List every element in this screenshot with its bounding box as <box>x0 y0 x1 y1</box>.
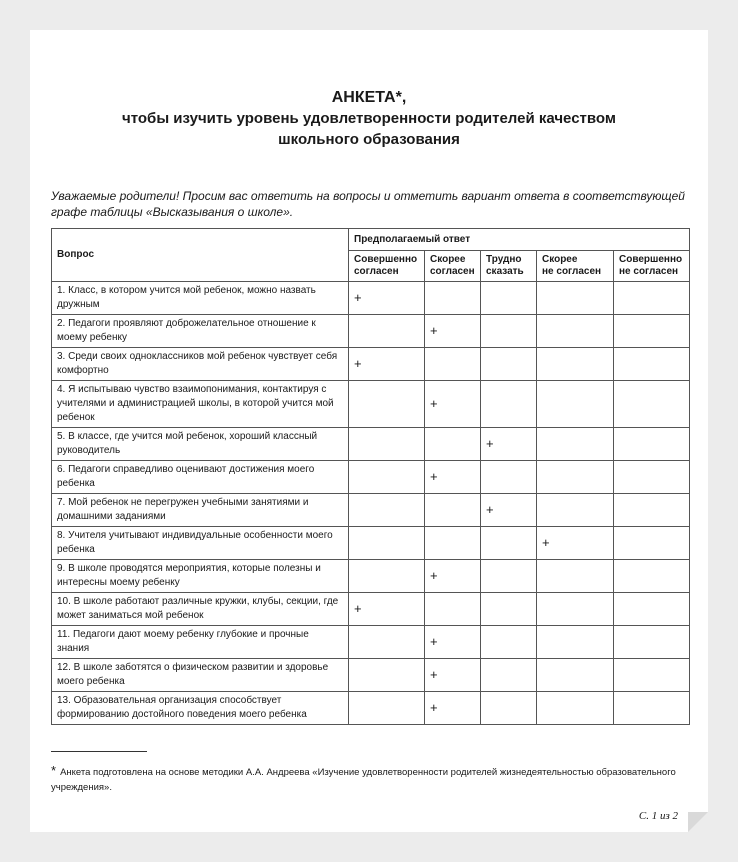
answer-column-header <box>349 251 425 282</box>
answer-cell[interactable] <box>614 692 690 725</box>
answer-mark: + <box>486 436 494 451</box>
question-text: 3. Среди своих одноклассников мой ребенок чувствует себя комфортно <box>52 348 349 381</box>
answer-cell[interactable] <box>614 282 690 315</box>
answer-column-header-line: не согласен <box>542 266 602 277</box>
answer-cell[interactable] <box>537 348 614 381</box>
answer-mark: + <box>354 290 362 305</box>
table-row <box>52 560 690 593</box>
answer-cell[interactable] <box>481 593 537 626</box>
answer-cell[interactable] <box>425 461 481 494</box>
answer-cell[interactable] <box>349 659 425 692</box>
answer-cell[interactable] <box>425 348 481 381</box>
answer-column-header <box>425 251 481 282</box>
answer-column-header <box>537 251 614 282</box>
table-row <box>52 626 690 659</box>
answer-column-header-line: сказать <box>486 266 524 277</box>
answer-cell[interactable] <box>481 428 537 461</box>
answer-cell[interactable] <box>425 527 481 560</box>
answer-cell[interactable] <box>614 348 690 381</box>
answer-mark: + <box>354 601 362 616</box>
answer-cell[interactable] <box>425 381 481 428</box>
answer-cell[interactable] <box>425 282 481 315</box>
answer-mark: + <box>486 502 494 517</box>
answer-cell[interactable] <box>614 593 690 626</box>
answer-mark: + <box>430 634 438 649</box>
table-row <box>52 282 690 315</box>
question-text: 6. Педагоги справедливо оценивают достижения моего ребенка <box>52 461 349 494</box>
document-page <box>30 30 708 832</box>
question-text: 12. В школе заботятся о физическом развитии и здоровье моего ребенка <box>52 659 349 692</box>
question-column-header: Вопрос <box>52 229 349 282</box>
answer-cell[interactable] <box>349 494 425 527</box>
answer-column-header-line: Совершенно <box>354 254 418 265</box>
table-row <box>52 527 690 560</box>
answer-mark: + <box>430 396 438 411</box>
answer-cell[interactable] <box>349 428 425 461</box>
answer-cell[interactable] <box>537 659 614 692</box>
answer-cell[interactable] <box>614 315 690 348</box>
question-text: 2. Педагоги проявляют доброжелательное отношение к моему ребенку <box>52 315 349 348</box>
answer-cell[interactable] <box>481 527 537 560</box>
table-row <box>52 381 690 428</box>
answer-cell[interactable] <box>425 692 481 725</box>
question-text: 5. В классе, где учится мой ребенок, хороший классный руководитель <box>52 428 349 461</box>
answer-cell[interactable] <box>614 560 690 593</box>
answer-cell[interactable] <box>425 626 481 659</box>
answer-mark: + <box>542 535 550 550</box>
answer-column-header-line: не согласен <box>619 266 679 277</box>
document-title <box>30 87 708 150</box>
answer-mark: + <box>430 469 438 484</box>
question-text: 7. Мой ребенок не перегружен учебными занятиями и домашними заданиями <box>52 494 349 527</box>
footnote-text: Анкета подготовлена на основе методики А.А. Андреева «Изучение удовлетворенности родителей жизнедеятельностью образовательного учреждения». <box>51 767 676 793</box>
answer-column-header-line: Совершенно <box>619 254 683 265</box>
table-row <box>52 692 690 725</box>
table-row <box>52 348 690 381</box>
answer-cell[interactable] <box>481 626 537 659</box>
answer-cell[interactable] <box>481 494 537 527</box>
answer-cell[interactable] <box>481 282 537 315</box>
answer-cell[interactable] <box>537 282 614 315</box>
answer-cell[interactable] <box>537 626 614 659</box>
answer-cell[interactable] <box>349 461 425 494</box>
question-text: 13. Образовательная организация способствует формированию достойного поведения моего ребенка <box>52 692 349 725</box>
answer-cell[interactable] <box>537 527 614 560</box>
answer-cell[interactable] <box>614 659 690 692</box>
title-line-2: чтобы изучить уровень удовлетворенности родителей качеством <box>122 110 616 127</box>
table-row <box>52 461 690 494</box>
answer-cell[interactable] <box>425 494 481 527</box>
answer-cell[interactable] <box>537 381 614 428</box>
answer-mark: + <box>430 700 438 715</box>
answer-cell[interactable] <box>481 659 537 692</box>
answer-cell[interactable] <box>425 428 481 461</box>
answer-cell[interactable] <box>481 461 537 494</box>
answer-cell[interactable] <box>614 626 690 659</box>
answer-column-header <box>614 251 690 282</box>
answer-column-header-line: Скорее <box>542 254 578 265</box>
answer-mark: + <box>430 667 438 682</box>
answer-cell[interactable] <box>537 315 614 348</box>
question-text: 1. Класс, в котором учится мой ребенок, можно назвать дружным <box>52 282 349 315</box>
answer-mark: + <box>430 323 438 338</box>
answer-column-header-line: Трудно <box>486 254 522 265</box>
survey-table <box>51 228 690 725</box>
table-row <box>52 494 690 527</box>
question-text: 4. Я испытываю чувство взаимопонимания, контактируя с учителями и администрацией школы, в которой учится мой ребенок <box>52 381 349 428</box>
answer-cell[interactable] <box>349 315 425 348</box>
page-curl-corner <box>688 812 708 832</box>
question-text: 11. Педагоги дают моему ребенку глубокие и прочные знания <box>52 626 349 659</box>
answer-cell[interactable] <box>349 692 425 725</box>
answer-cell[interactable] <box>349 381 425 428</box>
question-text: 9. В школе проводятся мероприятия, которые полезны и интересны моему ребенку <box>52 560 349 593</box>
answer-cell[interactable] <box>481 315 537 348</box>
title-line-3: школьного образования <box>278 131 460 148</box>
answer-cell[interactable] <box>481 560 537 593</box>
answer-cell[interactable] <box>349 282 425 315</box>
answer-cell[interactable] <box>349 560 425 593</box>
table-row <box>52 659 690 692</box>
answer-cell[interactable] <box>349 593 425 626</box>
answer-cell[interactable] <box>614 461 690 494</box>
answer-cell[interactable] <box>349 348 425 381</box>
answer-cell[interactable] <box>537 428 614 461</box>
answer-cell[interactable] <box>614 527 690 560</box>
answer-mark: + <box>354 356 362 371</box>
answer-cell[interactable] <box>481 692 537 725</box>
footnote <box>51 763 691 795</box>
answer-cell[interactable] <box>481 348 537 381</box>
answer-cell[interactable] <box>614 428 690 461</box>
answer-group-header: Предполагаемый ответ <box>349 229 690 251</box>
answer-cell[interactable] <box>425 593 481 626</box>
footnote-divider <box>51 751 147 752</box>
footnote-star: * <box>51 763 57 778</box>
answer-cell[interactable] <box>425 315 481 348</box>
answer-column-header <box>481 251 537 282</box>
page-number: С. 1 из 2 <box>638 810 678 822</box>
answer-cell[interactable] <box>349 527 425 560</box>
answer-cell[interactable] <box>537 494 614 527</box>
table-row <box>52 593 690 626</box>
answer-cell[interactable] <box>481 381 537 428</box>
answer-cell[interactable] <box>537 692 614 725</box>
table-row <box>52 428 690 461</box>
answer-cell[interactable] <box>614 381 690 428</box>
answer-cell[interactable] <box>614 494 690 527</box>
answer-mark: + <box>430 568 438 583</box>
intro-text: Уважаемые родители! Просим вас ответить на вопросы и отметить вариант ответа в соответствующей графе таблицы «Высказывания о школе». <box>51 189 685 219</box>
answer-cell[interactable] <box>537 560 614 593</box>
title-line-1: АНКЕТА*, <box>331 89 407 106</box>
answer-column-header-line: Скорее <box>430 254 466 265</box>
answer-cell[interactable] <box>537 593 614 626</box>
table-row <box>52 315 690 348</box>
answer-cell[interactable] <box>349 626 425 659</box>
question-text: 10. В школе работают различные кружки, клубы, секции, где может заниматься мой ребенок <box>52 593 349 626</box>
answer-cell[interactable] <box>537 461 614 494</box>
answer-cell[interactable] <box>425 659 481 692</box>
answer-cell[interactable] <box>425 560 481 593</box>
question-text: 8. Учителя учитывают индивидуальные особенности моего ребенка <box>52 527 349 560</box>
answer-column-header-line: согласен <box>354 266 399 277</box>
answer-column-header-line: согласен <box>430 266 475 277</box>
